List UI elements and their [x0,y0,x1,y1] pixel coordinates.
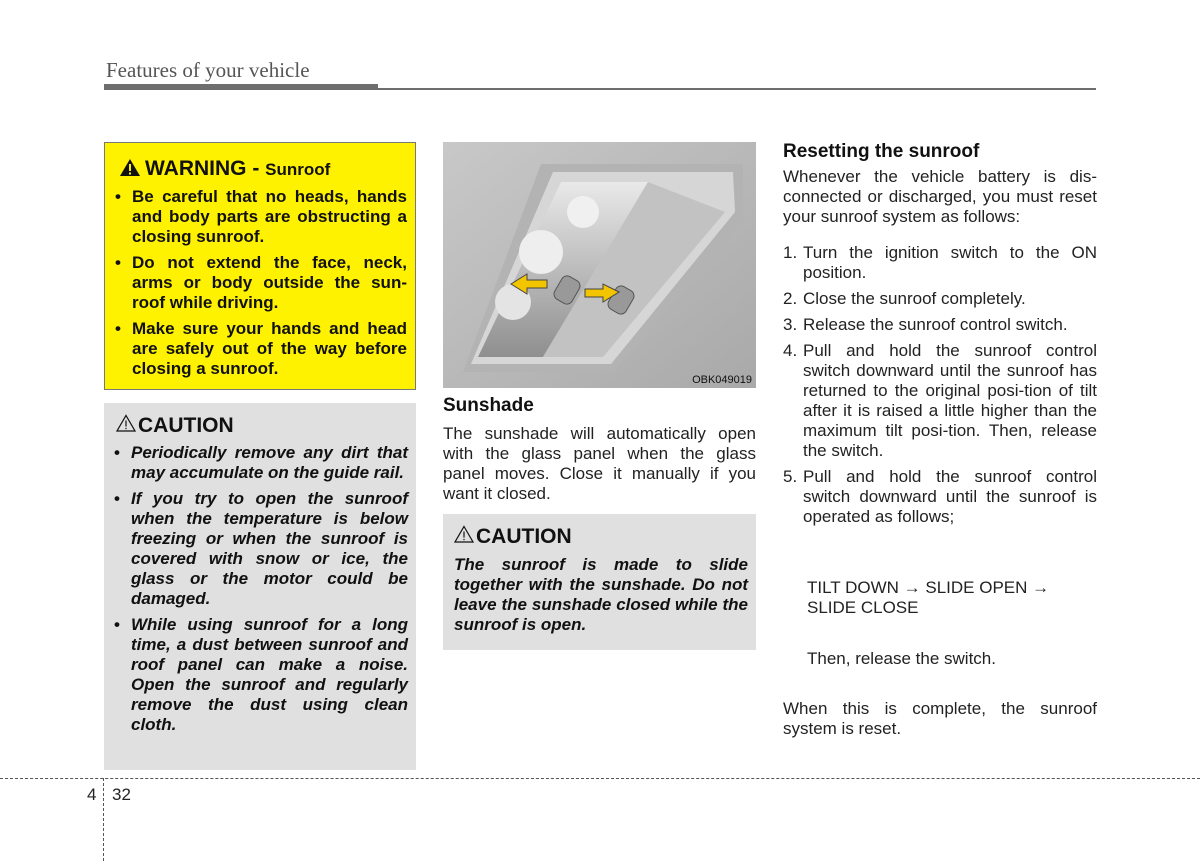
sunroof-photo-icon [443,142,756,388]
warning-list [115,187,407,385]
header-rule-thin [378,88,1096,90]
reset-steps [783,243,1097,533]
caution-heading: CAUTION [454,525,572,549]
caution-item: • If you try to open the sunroof when the temperature is below freezing or when the sunroof is covered with snow or ice, the glass or the motor could be damaged. [114,489,408,608]
reset-heading: Resetting the sunroof [783,141,980,162]
caution-heading: CAUTION [116,414,234,438]
footer-divider [103,778,104,861]
footer-rule [0,778,1200,779]
caution-icon [116,414,138,438]
warning-box [104,142,416,390]
warning-heading [119,157,330,183]
warning-label: WARNING - [145,157,260,180]
caution-box-guide-rail [104,403,416,770]
header-rule-thick [104,84,378,90]
warning-item: • Make sure your hands and head are safely out of the way before closing a sunroof. [115,319,407,378]
warning-subject: Sunroof [265,160,331,179]
caution-item: • Periodically remove any dirt that may accumulate on the guide rail. [114,443,408,482]
caution-list [114,443,408,741]
sunshade-heading: Sunshade [443,395,534,416]
reset-complete: When this is complete, the sunroof system is reset. [783,699,1097,738]
reset-step: 2. Close the sunroof completely. [783,289,1026,308]
figure-code: OBK049019 [692,374,752,386]
reset-sequence-line2: SLIDE CLOSE [807,598,919,617]
section-number: 4 [87,785,97,804]
warning-item: • Do not extend the face, neck, arms or body outside the sun-roof while driving. [115,253,407,312]
sunroof-illustration [443,142,756,388]
page-header-title: Features of your vehicle [106,58,310,82]
reset-intro: Whenever the vehicle battery is dis-connected or discharged, you must reset your sunroof system as follows: [783,167,1097,226]
reset-step: 3. Release the sunroof control switch. [783,315,1068,334]
reset-step: 5. Pull and hold the sunroof control switch downward until the sunroof is operated as follows; [783,467,1097,526]
caution-icon [454,525,476,549]
reset-step: 1. Turn the ignition switch to the ON position. [783,243,1097,282]
reset-sequence-line1: TILT DOWN → SLIDE OPEN → [807,578,1050,597]
caution-item: • While using sunroof for a long time, a dust between sunroof and roof panel can make a noise. Open the sunroof and regularly remove the dust using clean cloth. [114,615,408,734]
sunshade-text: The sunshade will automatically open with the glass panel when the glass panel moves. Close it manually if you want it closed. [443,424,756,503]
reset-step: 4. Pull and hold the sunroof control switch downward until the sunroof has returned to the original posi-tion of tilt after it is raised a little higher than the maximum tilt posi-tion. Then, release the switch. [783,341,1097,460]
warning-icon [119,158,141,183]
page-number: 32 [112,785,131,804]
caution-box-sunshade [443,514,756,650]
warning-item: • Be careful that no heads, hands and body parts are obstructing a closing sunroof. [115,187,407,246]
reset-then: Then, release the switch. [807,649,996,668]
caution-text: The sunroof is made to slide together with the sunshade. Do not leave the sunshade closed while the sunroof is open. [454,555,748,634]
